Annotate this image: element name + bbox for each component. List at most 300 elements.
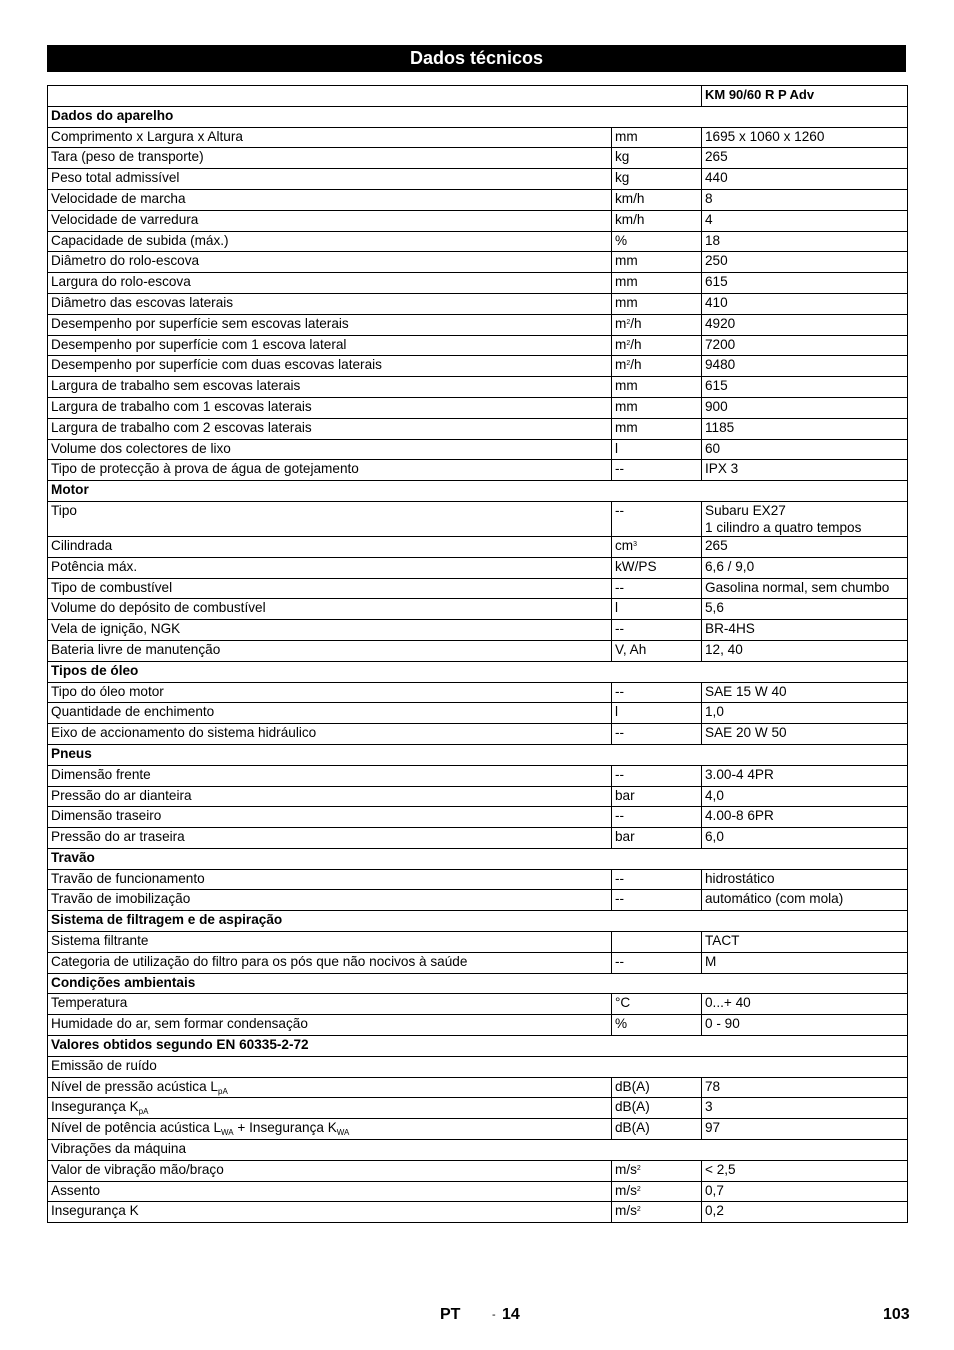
spec-value-text: 1185 xyxy=(705,419,735,435)
spec-unit xyxy=(612,890,702,911)
spec-unit-text: m/s xyxy=(615,1203,637,1219)
spec-unit xyxy=(612,356,702,377)
spec-value-text: 18 xyxy=(705,232,721,248)
table-row xyxy=(48,439,908,460)
section-row xyxy=(48,106,908,127)
spec-unit-superscript: 2 xyxy=(626,360,631,368)
spec-label xyxy=(48,356,612,377)
spec-label-text: Sistema filtrante xyxy=(51,933,149,949)
model-header-row xyxy=(48,86,908,107)
spec-value xyxy=(702,335,908,356)
spec-label-text: Pressão do ar dianteira xyxy=(51,787,192,803)
spec-label-text: Dimensão traseiro xyxy=(51,808,162,824)
section-row xyxy=(48,973,908,994)
spec-unit-text: l xyxy=(615,600,619,616)
spec-label-text: Desempenho por superfície com 1 escova lateral xyxy=(51,336,347,352)
spec-unit-text: mm xyxy=(615,253,638,269)
spec-label-subscript: WA xyxy=(221,1128,234,1138)
spec-value xyxy=(702,460,908,481)
spec-value-text: SAE 20 W 50 xyxy=(705,725,787,741)
spec-value-text: 615 xyxy=(705,274,728,290)
spec-label-text-after: + Insegurança K xyxy=(233,1120,337,1136)
spec-label-text: Diâmetro do rolo-escova xyxy=(51,253,200,269)
technical-data-table xyxy=(47,85,908,1223)
spec-label-text: Insegurança K xyxy=(51,1203,139,1219)
spec-label xyxy=(48,377,612,398)
spec-value xyxy=(702,682,908,703)
spec-label xyxy=(48,640,612,661)
spec-unit-text: dB(A) xyxy=(615,1120,650,1136)
spec-value-text: 1695 x 1060 x 1260 xyxy=(705,128,825,144)
spec-unit-text: km/h xyxy=(615,211,645,227)
spec-label-text: Peso total admissível xyxy=(51,170,180,186)
spec-value-text: 9480 xyxy=(705,357,736,373)
section-row xyxy=(48,848,908,869)
spec-value xyxy=(702,1098,908,1119)
spec-unit-text: dB(A) xyxy=(615,1078,650,1094)
section-heading: Motor xyxy=(48,481,908,502)
table-row xyxy=(48,293,908,314)
spec-label xyxy=(48,314,612,335)
table-row xyxy=(48,1181,908,1202)
spec-label-text: Travão de imobilização xyxy=(51,891,191,907)
spec-value xyxy=(702,418,908,439)
spec-unit-text: -- xyxy=(615,579,625,595)
spec-label-text: Volume dos colectores de lixo xyxy=(51,440,231,456)
spec-value xyxy=(702,1202,908,1223)
spec-unit xyxy=(612,536,702,557)
spec-label-text: Desempenho por superfície sem escovas laterais xyxy=(51,315,349,331)
table-row xyxy=(48,314,908,335)
spec-label-text: Largura do rolo-escova xyxy=(51,274,191,290)
spec-label xyxy=(48,869,612,890)
spec-unit-text: km/h xyxy=(615,190,645,206)
spec-unit-text: mm xyxy=(615,398,638,414)
table-row xyxy=(48,1119,908,1140)
spec-value xyxy=(702,169,908,190)
spec-label-text: Desempenho por superfície com duas escovas laterais xyxy=(51,357,382,373)
spec-value xyxy=(702,786,908,807)
spec-unit xyxy=(612,377,702,398)
spec-unit-text: mm xyxy=(615,274,638,290)
table-row xyxy=(48,994,908,1015)
spec-value xyxy=(702,397,908,418)
spec-value xyxy=(702,869,908,890)
section-row xyxy=(48,661,908,682)
spec-value-text: 6,6 / 9,0 xyxy=(705,558,755,574)
spec-label xyxy=(48,293,612,314)
section-heading: Sistema de filtragem e de aspiração xyxy=(48,911,908,932)
spec-unit xyxy=(612,148,702,169)
spec-value-text: 8 xyxy=(705,190,713,206)
spec-unit-text: mm xyxy=(615,128,638,144)
spec-value xyxy=(702,578,908,599)
spec-label-text: Categoria de utilização do filtro para os pós que não nocivos à saúde xyxy=(51,953,468,969)
spec-unit xyxy=(612,460,702,481)
table-row xyxy=(48,169,908,190)
spec-label-text: Largura de trabalho sem escovas laterais xyxy=(51,378,301,394)
spec-label-text: Pressão do ar traseira xyxy=(51,829,185,845)
table-row xyxy=(48,536,908,557)
spec-unit-text: mm xyxy=(615,294,638,310)
spec-value xyxy=(702,356,908,377)
table-row xyxy=(48,1015,908,1036)
spec-label xyxy=(48,828,612,849)
spec-label xyxy=(48,1181,612,1202)
spec-value-text: 4 xyxy=(705,211,713,227)
spec-value-text: < 2,5 xyxy=(705,1161,736,1177)
spec-label-text: Tipo xyxy=(51,502,77,518)
spec-value-text: 12, 40 xyxy=(705,641,743,657)
table-row xyxy=(48,599,908,620)
spec-value-text: SAE 15 W 40 xyxy=(705,683,787,699)
spec-value-text: TACT xyxy=(705,933,740,949)
spec-value xyxy=(702,273,908,294)
spec-unit xyxy=(612,293,702,314)
spec-label-text: Nível de pressão acústica L xyxy=(51,1078,218,1094)
table-row xyxy=(48,148,908,169)
spec-label-text: Potência máx. xyxy=(51,558,138,574)
spec-value xyxy=(702,994,908,1015)
spec-label xyxy=(48,169,612,190)
spec-value-text: 440 xyxy=(705,170,728,186)
spec-value xyxy=(702,231,908,252)
spec-unit xyxy=(612,578,702,599)
spec-unit-text: bar xyxy=(615,829,635,845)
table-row xyxy=(48,1077,908,1098)
table-row xyxy=(48,620,908,641)
spec-value-text: Gasolina normal, sem chumbo xyxy=(705,579,890,595)
table-row xyxy=(48,210,908,231)
spec-unit xyxy=(612,703,702,724)
spec-label xyxy=(48,932,612,953)
table-row xyxy=(48,828,908,849)
spec-value-text: 3 xyxy=(705,1099,713,1115)
spec-label xyxy=(48,724,612,745)
table-row xyxy=(48,578,908,599)
spec-unit xyxy=(612,418,702,439)
table-row xyxy=(48,1160,908,1181)
spec-label xyxy=(48,1098,612,1119)
footer-section-page: 14 xyxy=(502,1306,520,1323)
spec-unit xyxy=(612,1202,702,1223)
spec-unit xyxy=(612,335,702,356)
spec-label xyxy=(48,578,612,599)
spec-value xyxy=(702,189,908,210)
spec-value-text: 4.00-8 6PR xyxy=(705,808,774,824)
spec-unit xyxy=(612,439,702,460)
spec-label-text: Tipo de protecção à prova de água de gotejamento xyxy=(51,461,359,477)
spec-unit-text-after: /h xyxy=(630,336,642,352)
footer-language: PT xyxy=(440,1306,461,1323)
table-row xyxy=(48,932,908,953)
table-row xyxy=(48,418,908,439)
spec-unit-text: -- xyxy=(615,621,625,637)
spec-label-subscript: pA xyxy=(218,1086,228,1096)
table-row xyxy=(48,1056,908,1077)
spec-label-text: Nível de potência acústica L xyxy=(51,1120,222,1136)
spec-unit-text: kW/PS xyxy=(615,558,657,574)
spec-label xyxy=(48,786,612,807)
section-heading: Travão xyxy=(48,848,908,869)
spec-value-text: 4920 xyxy=(705,315,736,331)
spec-unit-text: l xyxy=(615,704,619,720)
table-row xyxy=(48,273,908,294)
spec-unit-text: -- xyxy=(615,870,625,886)
spec-unit-superscript: 2 xyxy=(636,1206,641,1214)
spec-label-text: Tipo do óleo motor xyxy=(51,683,164,699)
spec-unit xyxy=(612,828,702,849)
spec-value-text: 0...+ 40 xyxy=(705,995,751,1011)
spec-value xyxy=(702,1181,908,1202)
spec-label xyxy=(48,335,612,356)
spec-value-text: 0,2 xyxy=(705,1203,724,1219)
spec-value xyxy=(702,703,908,724)
spec-unit-text: -- xyxy=(615,461,625,477)
spec-label xyxy=(48,765,612,786)
spec-value xyxy=(702,314,908,335)
spec-label-subscript: pA xyxy=(138,1107,149,1117)
spec-label xyxy=(48,1015,612,1036)
spec-unit xyxy=(612,397,702,418)
spec-value-text: 3.00-4 4PR xyxy=(705,766,774,782)
spec-unit xyxy=(612,1181,702,1202)
spec-unit-text: -- xyxy=(615,891,625,907)
spec-value xyxy=(702,620,908,641)
section-heading: Dados do aparelho xyxy=(48,106,908,127)
spec-unit-text: m/s xyxy=(615,1161,637,1177)
spec-unit xyxy=(612,994,702,1015)
spec-value-text: 410 xyxy=(705,294,728,310)
section-row xyxy=(48,911,908,932)
spec-unit xyxy=(612,1160,702,1181)
spec-label xyxy=(48,1202,612,1223)
spec-value xyxy=(702,640,908,661)
spec-unit-text: m xyxy=(615,357,627,373)
spec-label xyxy=(48,418,612,439)
spec-value-text: 78 xyxy=(705,1078,721,1094)
table-row xyxy=(48,356,908,377)
spec-value xyxy=(702,828,908,849)
table-row xyxy=(48,807,908,828)
spec-value xyxy=(702,148,908,169)
spec-value xyxy=(702,210,908,231)
table-row xyxy=(48,682,908,703)
spec-label xyxy=(48,501,612,536)
spec-unit-text: l xyxy=(615,440,619,456)
spec-unit-superscript: 2 xyxy=(626,318,631,326)
footer-page-number: 103 xyxy=(883,1306,910,1323)
spec-label-text: Humidade do ar, sem formar condensação xyxy=(51,1016,308,1032)
spec-unit xyxy=(612,640,702,661)
spec-label xyxy=(48,682,612,703)
spec-unit-text-after: /h xyxy=(630,357,642,373)
spec-unit-text: °C xyxy=(615,995,631,1011)
spec-label-text: Cilindrada xyxy=(51,537,113,553)
spec-label xyxy=(48,231,612,252)
spec-label xyxy=(48,890,612,911)
spec-value xyxy=(702,127,908,148)
spec-value xyxy=(702,765,908,786)
spec-unit-text: -- xyxy=(615,683,625,699)
spec-label-text: Travão de funcionamento xyxy=(51,870,205,886)
spec-unit xyxy=(612,273,702,294)
spec-value-text: Subaru EX27 xyxy=(705,502,786,518)
spec-value-text: 5,6 xyxy=(705,600,724,616)
spec-value xyxy=(702,293,908,314)
spec-unit-text: cm xyxy=(615,537,634,553)
spec-unit-text: -- xyxy=(615,725,625,741)
spec-value xyxy=(702,599,908,620)
spec-unit xyxy=(612,189,702,210)
section-heading: Tipos de óleo xyxy=(48,661,908,682)
spec-unit-text: kg xyxy=(615,170,630,186)
spec-value-text: automático (com mola) xyxy=(705,891,844,907)
spec-label xyxy=(48,189,612,210)
spec-unit-text: kg xyxy=(615,149,630,165)
spec-value xyxy=(702,1077,908,1098)
spec-label xyxy=(48,1119,612,1140)
subgroup-label: Vibrações da máquina xyxy=(48,1140,908,1161)
spec-unit xyxy=(612,169,702,190)
spec-unit xyxy=(612,724,702,745)
spec-unit-text: % xyxy=(615,1016,628,1032)
table-row xyxy=(48,377,908,398)
spec-label xyxy=(48,620,612,641)
spec-unit-text: V, Ah xyxy=(615,641,647,657)
spec-label xyxy=(48,460,612,481)
spec-label-text: Bateria livre de manutenção xyxy=(51,641,221,657)
spec-unit-text: m/s xyxy=(615,1182,637,1198)
spec-label xyxy=(48,210,612,231)
spec-value-text: M xyxy=(705,953,717,969)
spec-unit-text-after: /h xyxy=(630,315,642,331)
subgroup-label: Emissão de ruído xyxy=(48,1056,908,1077)
spec-label-subscript: WA xyxy=(336,1128,350,1138)
spec-value-text: 6,0 xyxy=(705,829,724,845)
spec-unit-text: m xyxy=(615,336,627,352)
table-row xyxy=(48,703,908,724)
section-heading: Condições ambientais xyxy=(48,973,908,994)
spec-label xyxy=(48,1077,612,1098)
spec-label-text: Tara (peso de transporte) xyxy=(51,149,204,165)
table-row xyxy=(48,231,908,252)
table-row xyxy=(48,765,908,786)
spec-label-text: Eixo de accionamento do sistema hidráulico xyxy=(51,725,317,741)
section-row xyxy=(48,1036,908,1057)
spec-label xyxy=(48,703,612,724)
spec-unit-superscript: 3 xyxy=(633,540,638,548)
spec-value xyxy=(702,1119,908,1140)
spec-value-text: 60 xyxy=(705,440,721,456)
spec-unit xyxy=(612,1077,702,1098)
spec-unit-text: dB(A) xyxy=(615,1099,650,1115)
spec-label xyxy=(48,1160,612,1181)
spec-unit-text: % xyxy=(615,232,628,248)
spec-unit-text: -- xyxy=(615,808,625,824)
spec-value xyxy=(702,557,908,578)
table-row xyxy=(48,786,908,807)
table-row xyxy=(48,1098,908,1119)
table-row xyxy=(48,1140,908,1161)
table-row xyxy=(48,952,908,973)
table-row xyxy=(48,127,908,148)
section-heading: Valores obtidos segundo EN 60335-2-72 xyxy=(48,1036,908,1057)
spec-unit xyxy=(612,1119,702,1140)
spec-unit xyxy=(612,786,702,807)
spec-label-text: Velocidade de varredura xyxy=(51,211,199,227)
section-row xyxy=(48,481,908,502)
table-row xyxy=(48,397,908,418)
spec-unit-superscript: 2 xyxy=(636,1185,641,1193)
spec-value xyxy=(702,501,908,536)
spec-value-text: 0 - 90 xyxy=(705,1016,740,1032)
spec-unit-text: mm xyxy=(615,419,638,435)
spec-unit xyxy=(612,599,702,620)
spec-label-text: Temperatura xyxy=(51,995,128,1011)
spec-unit xyxy=(612,231,702,252)
spec-label-text: Insegurança K xyxy=(51,1099,139,1115)
spec-label-text: Volume do depósito de combustível xyxy=(51,600,266,616)
spec-value-text: 0,7 xyxy=(705,1182,724,1198)
spec-value xyxy=(702,1015,908,1036)
spec-label-text: Assento xyxy=(51,1182,101,1198)
spec-unit xyxy=(612,210,702,231)
spec-label-text: Comprimento x Largura x Altura xyxy=(51,128,243,144)
section-row xyxy=(48,744,908,765)
spec-value xyxy=(702,952,908,973)
spec-label-text: Largura de trabalho com 2 escovas laterais xyxy=(51,419,312,435)
table-row xyxy=(48,869,908,890)
table-row xyxy=(48,557,908,578)
table-row xyxy=(48,460,908,481)
spec-label-text: Diâmetro das escovas laterais xyxy=(51,294,234,310)
table-row xyxy=(48,890,908,911)
spec-value xyxy=(702,932,908,953)
spec-value-text: 4,0 xyxy=(705,787,724,803)
table-row xyxy=(48,501,908,536)
spec-unit-text: -- xyxy=(615,766,625,782)
spec-unit xyxy=(612,807,702,828)
spec-unit xyxy=(612,932,702,953)
spec-value xyxy=(702,536,908,557)
table-row xyxy=(48,1202,908,1223)
spec-label xyxy=(48,994,612,1015)
table-row xyxy=(48,335,908,356)
table-row xyxy=(48,189,908,210)
spec-unit xyxy=(612,127,702,148)
spec-unit xyxy=(612,1015,702,1036)
spec-unit xyxy=(612,557,702,578)
spec-unit xyxy=(612,620,702,641)
spec-value xyxy=(702,377,908,398)
spec-value-text: 1,0 xyxy=(705,704,724,720)
spec-value-text-line2: 1 cilindro a quatro tempos xyxy=(705,519,862,535)
spec-value-text: 900 xyxy=(705,398,728,414)
spec-unit-text: -- xyxy=(615,953,625,969)
spec-unit-text: -- xyxy=(615,502,625,518)
spec-label-text: Largura de trabalho com 1 escovas laterais xyxy=(51,398,312,414)
spec-unit-superscript: 2 xyxy=(636,1164,641,1172)
spec-label-text: Vela de ignição, NGK xyxy=(51,621,181,637)
spec-label-text: Quantidade de enchimento xyxy=(51,704,215,720)
spec-value xyxy=(702,439,908,460)
spec-value-text: 250 xyxy=(705,253,728,269)
spec-unit-superscript: 2 xyxy=(626,339,631,347)
spec-unit xyxy=(612,252,702,273)
footer-dash: - xyxy=(492,1309,496,1321)
spec-value-text: 615 xyxy=(705,378,728,394)
